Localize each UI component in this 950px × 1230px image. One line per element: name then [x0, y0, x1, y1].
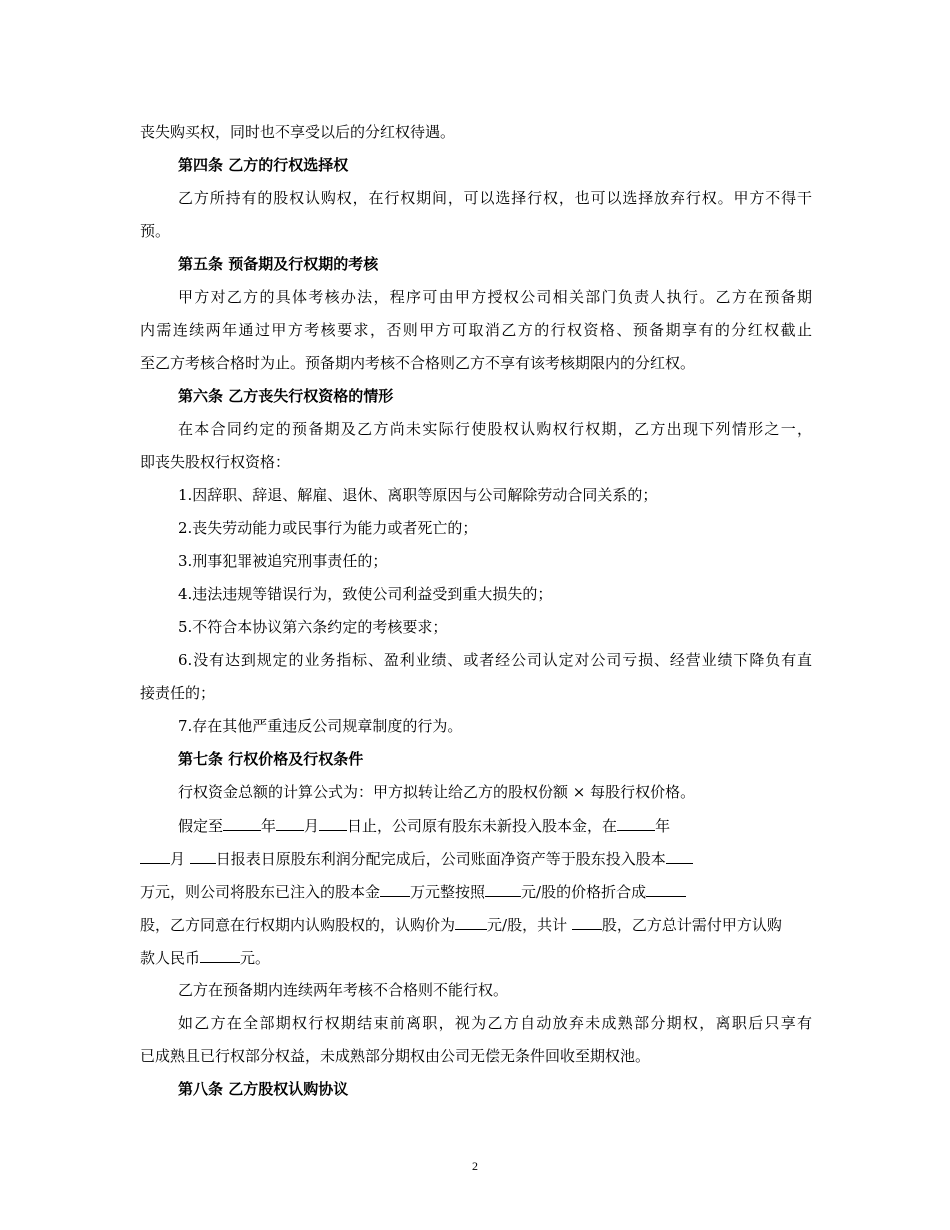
- blank-share-count[interactable]: [572, 914, 602, 930]
- text-line: 接责任的；: [140, 684, 216, 702]
- list-item: 1.因辞职、辞退、解雇、退休、离职等原因与公司解除劳动合同关系的；: [178, 486, 658, 504]
- section-heading-6: 第六条 乙方丧失行权资格的情形: [178, 387, 394, 405]
- text-line: 乙方在预备期内连续两年考核不合格则不能行权。: [178, 981, 509, 999]
- list-item: 3.刑事犯罪被追究刑事责任的；: [178, 552, 388, 570]
- text-line: 丧失购买权，同时也不享受以后的分红权待遇。: [140, 123, 456, 141]
- fill-line: 款人民币 元。: [140, 949, 271, 967]
- blank-capital[interactable]: [666, 848, 693, 864]
- section-heading-4: 第四条 乙方的行权选择权: [178, 156, 349, 174]
- list-item: 5.不符合本协议第六条约定的考核要求；: [178, 618, 448, 636]
- blank-year[interactable]: [617, 815, 655, 831]
- text-line: 已成熟且已行权部分权益，未成熟部分期权由公司无偿无条件回收至期权池。: [140, 1047, 651, 1065]
- section-heading-5: 第五条 预备期及行权期的考核: [178, 255, 379, 273]
- text-line: 内需连续两年通过甲方考核要求，否则甲方可取消乙方的行权资格、预备期享有的分红权截止: [140, 321, 812, 339]
- text-line: 即丧失股权行权资格：: [140, 453, 291, 471]
- blank-month[interactable]: [276, 815, 304, 831]
- text-line: 预。: [140, 222, 171, 240]
- blank-price[interactable]: [485, 881, 521, 897]
- blank-total-amount[interactable]: [200, 947, 240, 963]
- fill-line: 万元，则公司将股东已注入的股本金 万元整按照 元/股的价格折合成: [140, 881, 812, 902]
- text-line: 至乙方考核合格时为止。预备期内考核不合格则乙方不享有该考核期限内的分红权。: [140, 354, 696, 372]
- blank-year[interactable]: [223, 815, 261, 831]
- list-item: 6.没有达到规定的业务指标、盈利业绩、或者经公司认定对公司亏损、经营业绩下降负有直: [178, 651, 812, 669]
- page-number: 2: [472, 1159, 478, 1173]
- fill-line: 月 日报表日原股东利润分配完成后，公司账面净资产等于股东投入股本: [140, 848, 812, 869]
- text-line: 甲方对乙方的具体考核办法，程序可由甲方授权公司相关部门负责人执行。乙方在预备期: [178, 288, 812, 306]
- list-item: 2.丧失劳动能力或民事行为能力或者死亡的；: [178, 519, 478, 537]
- section-heading-7: 第七条 行权价格及行权条件: [178, 750, 364, 768]
- section-heading-8: 第八条 乙方股权认购协议: [178, 1080, 349, 1098]
- fill-line: 股，乙方同意在行权期内认购股权的，认购价为 元/股，共计 股，乙方总计需付甲方认购: [140, 916, 782, 934]
- fill-line: 假定至 年 月 日止，公司原有股东未新投入股本金，在 年: [178, 817, 671, 835]
- text-line: 在本合同约定的预备期及乙方尚未实际行使股权认购权行权期，乙方出现下列情形之一，: [178, 420, 812, 438]
- blank-shares[interactable]: [646, 881, 686, 897]
- list-item: 7.存在其他严重违反公司规章制度的行为。: [178, 717, 463, 735]
- text-line: 行权资金总额的计算公式为：甲方拟转让给乙方的股权份额 × 每股行权价格。: [178, 783, 696, 801]
- text-line: 如乙方在全部期权行权期结束前离职，视为乙方自动放弃未成熟部分期权，离职后只享有: [178, 1014, 812, 1032]
- text-line: 乙方所持有的股权认购权，在行权期间，可以选择行权，也可以选择放弃行权。甲方不得干: [178, 189, 812, 207]
- blank-day[interactable]: [190, 848, 216, 864]
- blank-day[interactable]: [319, 815, 347, 831]
- list-item: 4.违法违规等错误行为，致使公司利益受到重大损失的；: [178, 585, 553, 603]
- blank-month[interactable]: [140, 848, 170, 864]
- blank-subscription-price[interactable]: [455, 914, 487, 930]
- blank-capital-amount[interactable]: [380, 881, 410, 897]
